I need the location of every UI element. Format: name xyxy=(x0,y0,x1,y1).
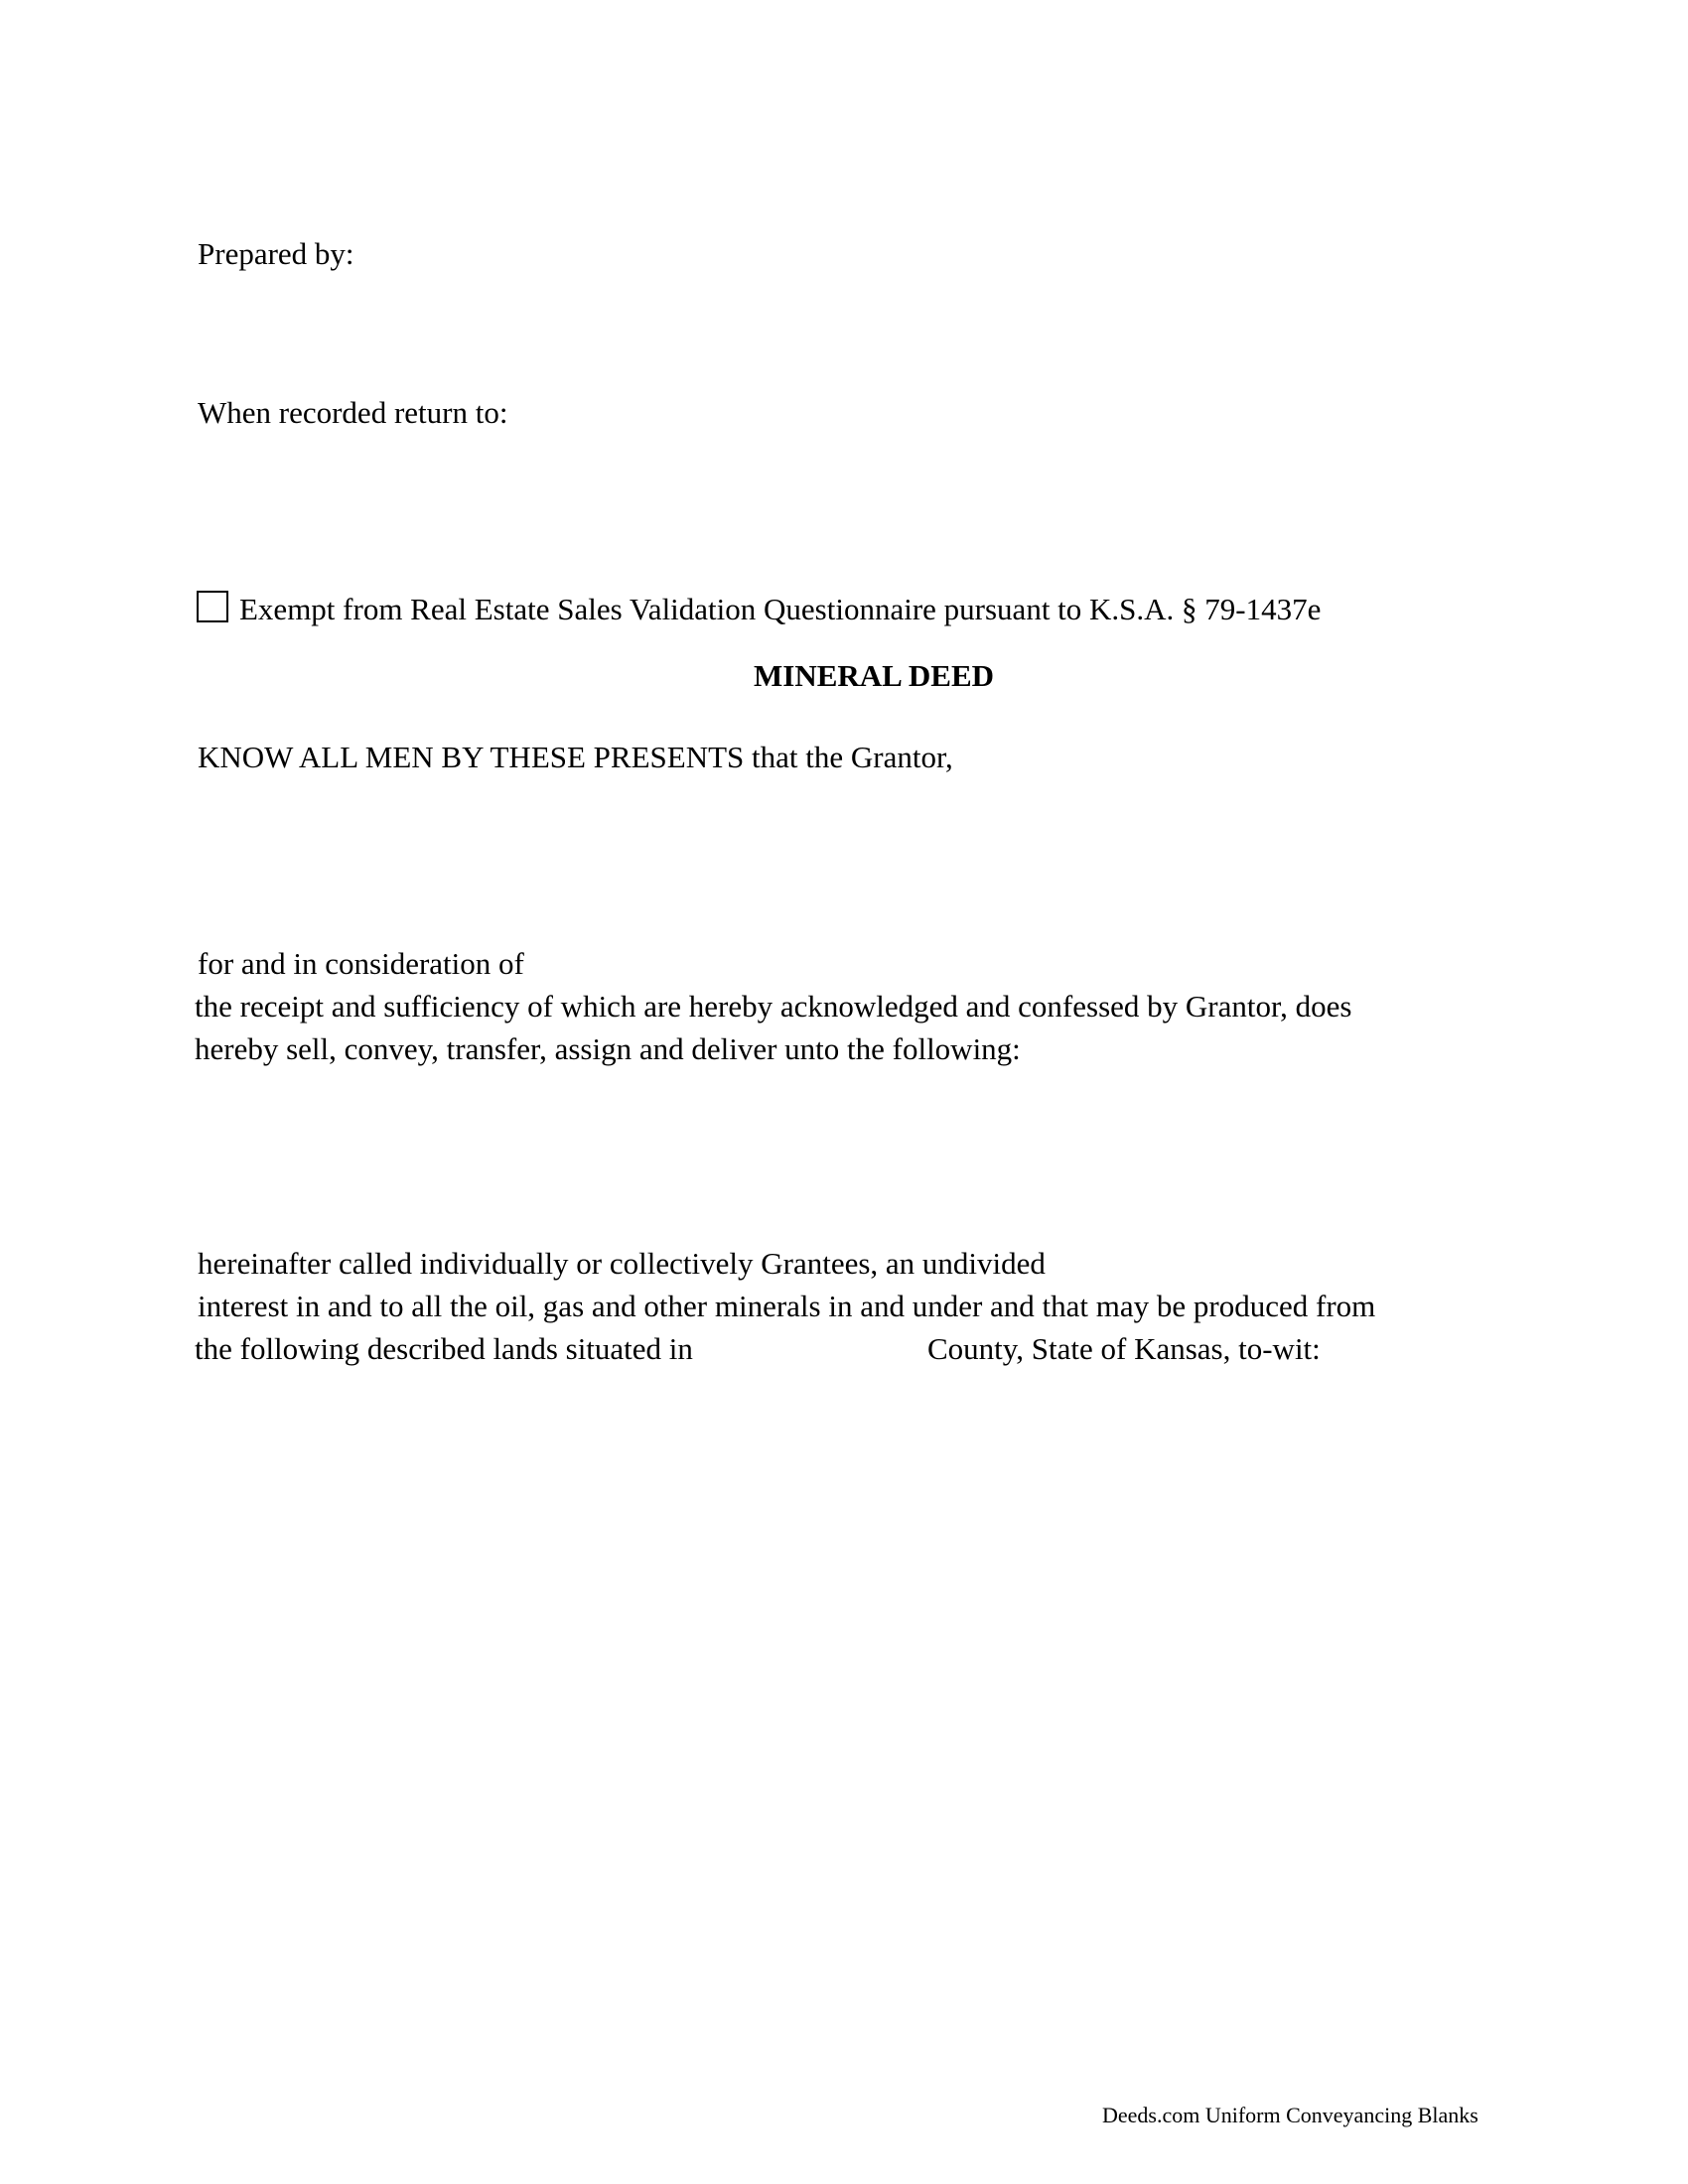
footer-text: Deeds.com Uniform Conveyancing Blanks xyxy=(1102,2103,1478,2127)
prepared-by-label: Prepared by: xyxy=(198,236,354,271)
grantees-line-2: interest in and to all the oil, gas and other minerals in and under and that may be produced from xyxy=(198,1289,1376,1323)
exempt-checkbox[interactable] xyxy=(197,591,228,622)
document-title: MINERAL DEED xyxy=(754,658,995,693)
consideration-line-3: hereby sell, convey, transfer, assign and deliver unto the following: xyxy=(195,1031,1021,1066)
return-to-label: When recorded return to: xyxy=(198,395,508,430)
exempt-label: Exempt from Real Estate Sales Validation Questionnaire pursuant to K.S.A. § 79-1437e xyxy=(239,592,1322,626)
grantees-line-3b: County, State of Kansas, to-wit: xyxy=(927,1331,1321,1366)
grantees-line-3a: the following described lands situated in xyxy=(195,1331,693,1366)
intro-paragraph: KNOW ALL MEN BY THESE PRESENTS that the Grantor, xyxy=(198,740,953,774)
grantees-line-1: hereinafter called individually or collectively Grantees, an undivided xyxy=(198,1246,1046,1281)
consideration-line-1: for and in consideration of xyxy=(198,946,524,981)
consideration-line-2: the receipt and sufficiency of which are hereby acknowledged and confessed by Grantor, does xyxy=(195,989,1352,1024)
